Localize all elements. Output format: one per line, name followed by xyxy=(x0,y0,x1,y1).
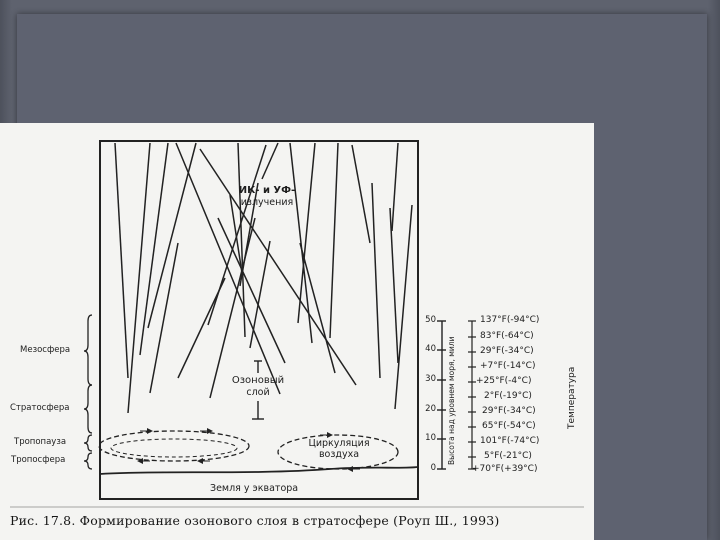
temperature-1: 137°F(-94°C) xyxy=(480,315,540,325)
troposphere-label: Тропосфера xyxy=(11,455,66,465)
temperature-8: 65°F(-54°C) xyxy=(482,421,536,431)
temperature-9: 101°F(-74°C) xyxy=(480,436,540,446)
height-tick-0: 0 xyxy=(430,463,436,473)
temperature-2: 83°F(-64°C) xyxy=(480,331,534,341)
figure-caption: Рис. 17.8. Формирование озонового слоя в стратосфере (Роуп Ш., 1993) xyxy=(10,513,500,528)
radiation-label-line2: излучения xyxy=(240,197,294,208)
temperature-11: +70°F(+39°C) xyxy=(472,464,538,474)
radiation-label xyxy=(230,186,304,208)
radiation-rays xyxy=(115,143,412,413)
temperature-7: 29°F(-34°C) xyxy=(482,406,536,416)
ozone-label-line1: Озоновый xyxy=(231,375,285,386)
tropopause-label: Тропопауза xyxy=(14,437,67,447)
height-tick-10: 10 xyxy=(425,433,436,443)
temperature-axis xyxy=(468,321,476,469)
circulation-label-line1: Циркуляция xyxy=(308,438,370,449)
ozone-label-line2: слой xyxy=(246,387,270,398)
circulation-label-line2: воздуха xyxy=(318,448,360,460)
temperature-10: 5°F(-21°C) xyxy=(484,451,532,461)
radiation-label-line1: ИК- и УФ- xyxy=(238,185,296,196)
height-tick-30: 30 xyxy=(425,374,436,384)
height-axis xyxy=(437,321,446,469)
ground-line xyxy=(100,467,418,474)
temperature-5: +25°F(-4°C) xyxy=(476,376,532,386)
layer-braces xyxy=(84,315,92,469)
temperature-4: +7°F(-14°C) xyxy=(480,361,536,371)
stratosphere-label: Стратосфера xyxy=(10,403,70,413)
temperature-6: 2°F(-19°C) xyxy=(484,391,532,401)
ground-label: Земля у экватора xyxy=(210,483,299,494)
height-tick-40: 40 xyxy=(425,344,436,354)
temperature-3: 29°F(-34°C) xyxy=(480,346,534,356)
height-axis-title: Высота над уровнем моря, мили xyxy=(447,336,456,465)
mesosphere-label: Мезосфера xyxy=(20,345,71,355)
height-tick-20: 20 xyxy=(425,404,436,414)
ozone-label xyxy=(224,376,292,398)
temperature-title: Температура xyxy=(567,366,577,429)
height-tick-50: 50 xyxy=(425,315,436,325)
scanned-figure xyxy=(0,123,594,540)
circulation-loop-left-inner xyxy=(111,439,237,457)
circulation-label xyxy=(306,439,372,459)
